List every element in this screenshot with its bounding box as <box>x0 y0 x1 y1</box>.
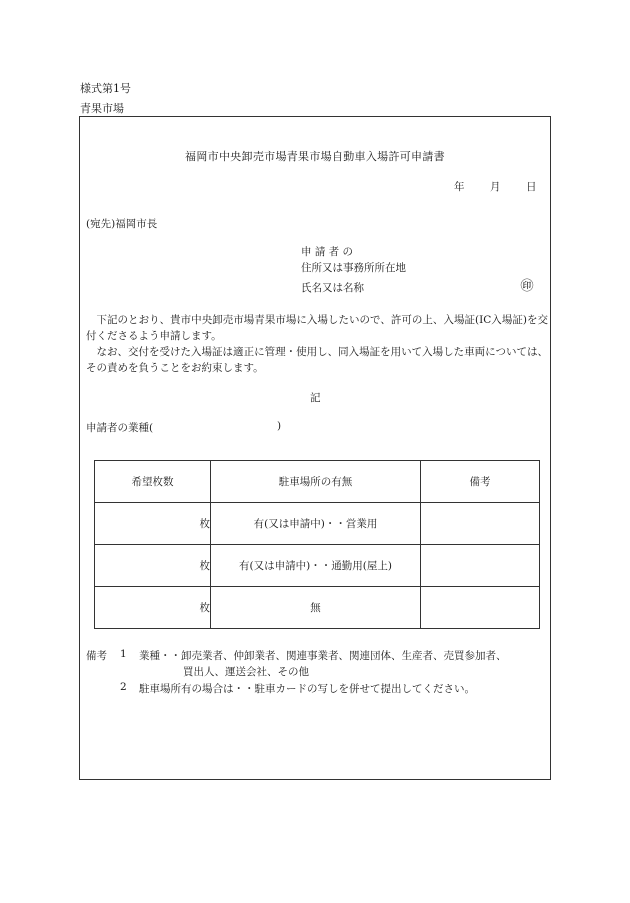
remarks-cell[interactable] <box>421 545 540 587</box>
ticket-request-table <box>94 460 540 629</box>
count-cell[interactable]: 枚 <box>95 587 211 629</box>
applicant-heading: 申 請 者 の <box>301 246 354 258</box>
form-title: 福岡市中央卸売市場青果市場自動車入場許可申請書 <box>185 150 445 163</box>
note-text: 駐車場所有の場合は・・駐車カードの写しを併せて提出してください。 <box>139 683 475 695</box>
table-header-row <box>95 461 540 503</box>
table-row <box>95 587 540 629</box>
parking-cell: 有(又は申請中)・・通勤用(屋上) <box>211 545 421 587</box>
parking-cell: 無 <box>211 587 421 629</box>
applicant-name-label: 氏名又は名称 <box>301 282 364 294</box>
header-remarks: 備考 <box>421 461 540 503</box>
count-cell[interactable]: 枚 <box>95 503 211 545</box>
ki-heading: 記 <box>310 392 321 404</box>
count-cell[interactable]: 枚 <box>95 545 211 587</box>
notes-label: 備考 <box>86 650 107 662</box>
note-text: 業種・・卸売業者、仲卸業者、関連事業者、関連団体、生産者、売買参加者、 <box>139 650 507 662</box>
header-requested-count: 希望枚数 <box>95 461 211 503</box>
date-year-label: 年 <box>454 181 465 193</box>
note-number: 1 <box>120 648 127 660</box>
parking-cell: 有(又は申請中)・・営業用 <box>211 503 421 545</box>
date-month-label: 月 <box>490 181 501 193</box>
market-category: 青果市場 <box>80 102 124 115</box>
remarks-cell[interactable] <box>421 503 540 545</box>
request-paragraph: 下記のとおり、貴市中央卸売市場青果市場に入場したいので、許可の上、入場証(IC入場証)を交付くださるよう申請します。 <box>86 314 548 342</box>
header-parking-availability: 駐車場所の有無 <box>211 461 421 503</box>
form-number: 様式第1号 <box>80 82 131 95</box>
seal-mark: ㊞ <box>520 279 534 294</box>
responsibility-paragraph: なお、交付を受けた入場証は適正に管理・使用し、同入場証を用いて入場した車両については、その責めを負うことをお約束します。 <box>86 346 548 374</box>
industry-close-paren: ) <box>277 420 282 432</box>
addressee: (宛先)福岡市長 <box>86 218 158 230</box>
table-row <box>95 503 540 545</box>
industry-label: 申請者の業種( <box>86 422 154 434</box>
table-row <box>95 545 540 587</box>
applicant-address-label: 住所又は事務所所在地 <box>301 262 406 274</box>
note-number: 2 <box>120 681 127 693</box>
remarks-cell[interactable] <box>421 587 540 629</box>
note-text-continuation: 買出人、運送会社、その他 <box>183 666 309 678</box>
date-day-label: 日 <box>526 181 537 193</box>
